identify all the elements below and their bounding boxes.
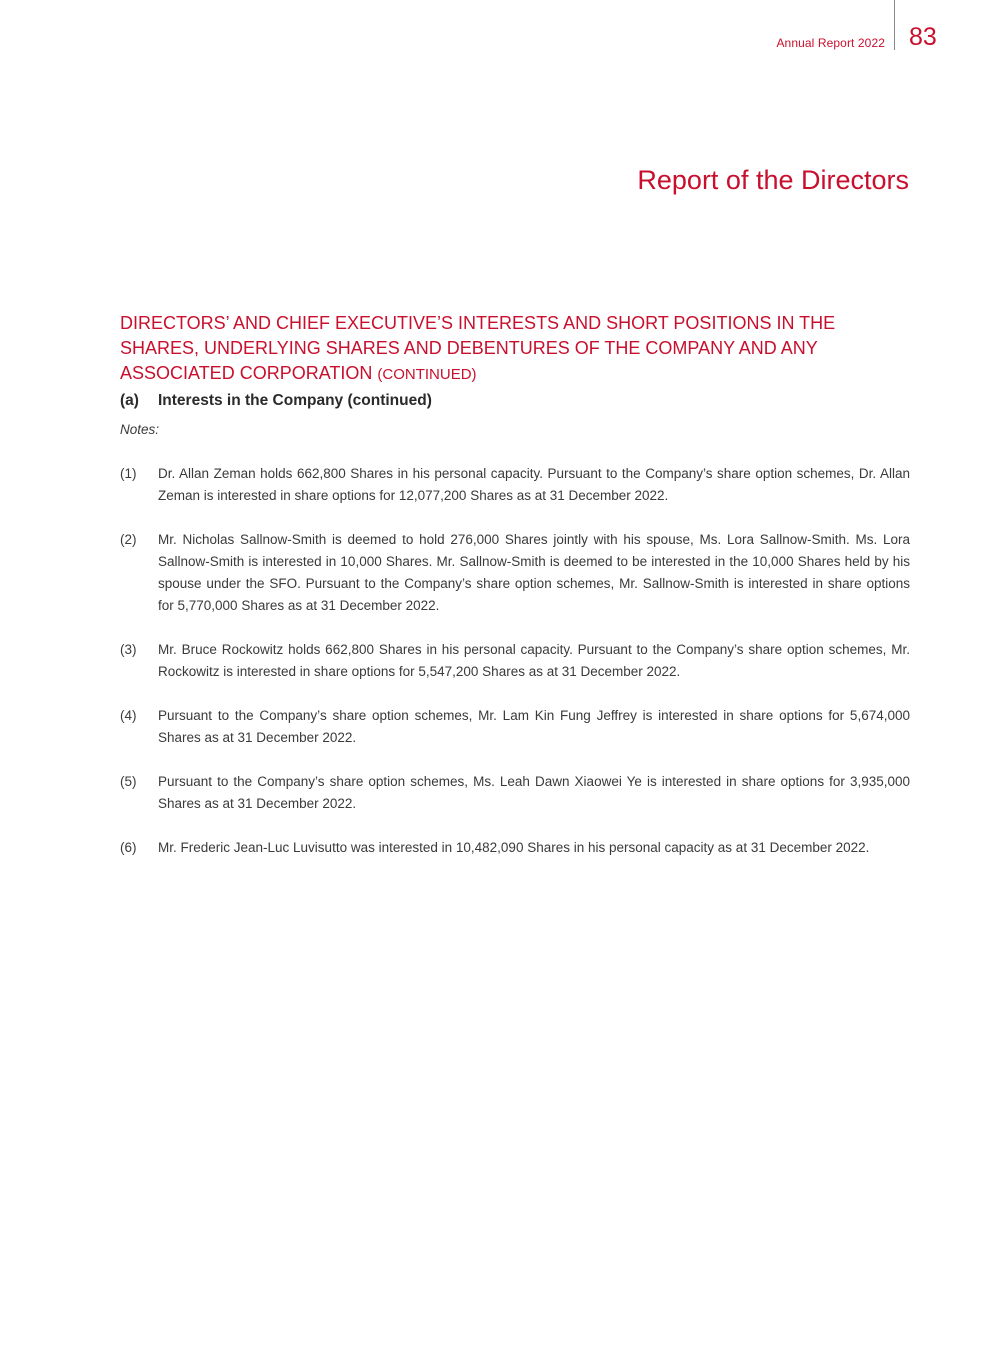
section-heading [120,311,890,387]
subheading-title: Interests in the Company [158,392,344,409]
note-number: (4) [120,708,137,723]
page-number: 83 [909,23,937,51]
note-item [120,771,910,815]
subheading-letter: (a) [120,392,139,409]
note-number: (5) [120,774,137,789]
note-text: Dr. Allan Zeman holds 662,800 Shares in his personal capacity. Pursuant to the Company’s share option schemes, Dr. Allan Zeman is interested in share options for 12,077,200 Shares as at 31 December 2022. [158,466,910,503]
note-item [120,837,910,859]
note-number: (1) [120,466,137,481]
note-text: Mr. Nicholas Sallnow-Smith is deemed to hold 276,000 Shares jointly with his spouse, Ms. Lora Sallnow-Smith. Ms. Lora Sallnow-Smith is interested in 10,000 Shares. Mr. Sallnow-Smith is deemed to be interested in the 10,000 Shares held by his spouse under the SFO. Pursuant to the Company’s share option schemes, Mr. Sallnow-Smith is interested in share options for 5,770,000 Shares as at 31 December 2022. [158,532,910,613]
note-item [120,705,910,749]
note-number: (3) [120,642,137,657]
note-number: (2) [120,532,137,547]
note-text: Mr. Frederic Jean-Luc Luvisutto was interested in 10,482,090 Shares in his personal capacity as at 31 December 2022. [158,840,870,855]
page-title: Report of the Directors [637,165,909,195]
note-item [120,463,910,507]
note-item [120,529,910,617]
section-heading-suffix: (CONTINUED) [377,366,477,383]
note-text: Mr. Bruce Rockowitz holds 662,800 Shares in his personal capacity. Pursuant to the Company’s share option schemes, Mr. Rockowitz is interested in share options for 5,547,200 Shares as at 31 December 2022. [158,642,910,679]
note-text: Pursuant to the Company’s share option schemes, Ms. Leah Dawn Xiaowei Ye is interested in share options for 3,935,000 Shares as at 31 December 2022. [158,774,910,811]
notes-label: Notes: [120,422,160,437]
note-number: (6) [120,840,137,855]
subheading [120,392,432,410]
notes-list [120,463,910,881]
note-text: Pursuant to the Company’s share option schemes, Mr. Lam Kin Fung Jeffrey is interested in share options for 5,674,000 Shares as at 31 December 2022. [158,708,910,745]
report-label: Annual Report 2022 [776,36,885,50]
section-heading-text: DIRECTORS’ AND CHIEF EXECUTIVE’S INTERESTS AND SHORT POSITIONS IN THE SHARES, UNDERLYING SHARES AND DEBENTURES OF THE COMPANY AND ANY ASSOCIATED CORPORATION [120,313,836,383]
header-divider [894,0,895,50]
note-item [120,639,910,683]
subheading-suffix: (continued) [347,392,432,409]
